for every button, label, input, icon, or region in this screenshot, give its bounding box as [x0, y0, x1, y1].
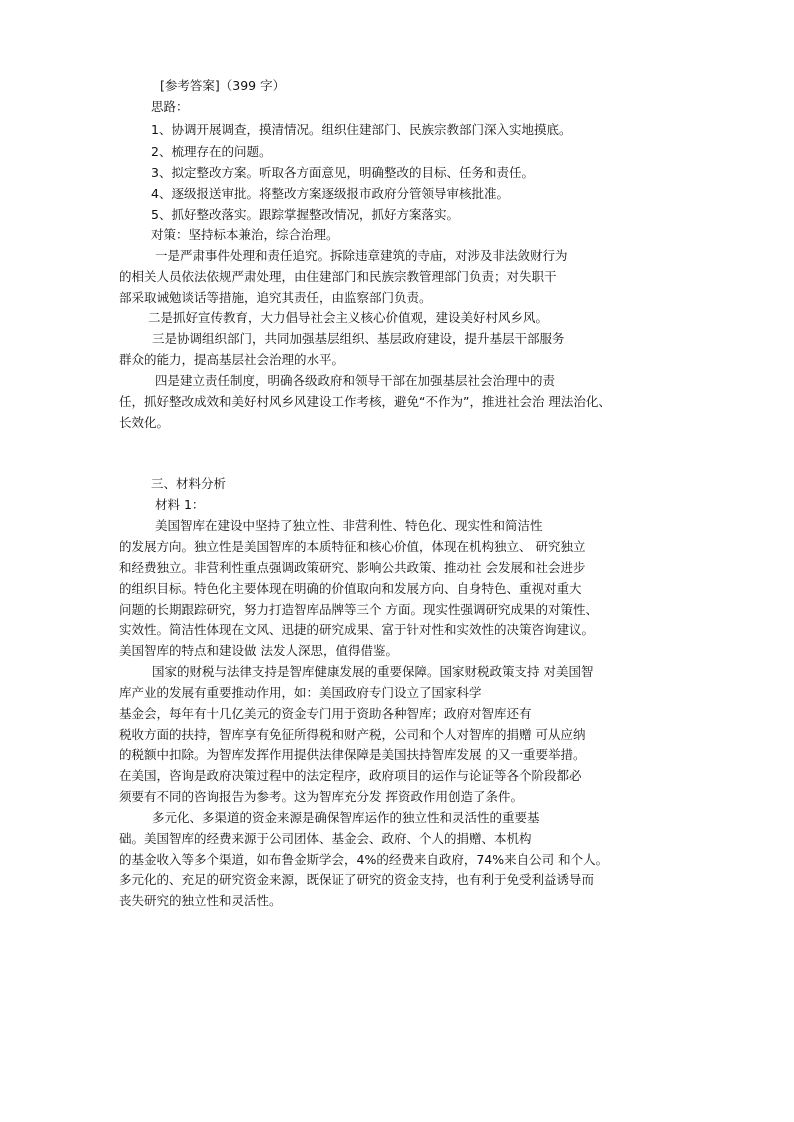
paragraph-line: 须要有不同的咨询报告为参考。这为智库充分发 挥资政作用创造了条件。 [119, 789, 523, 804]
paragraph-line: 的组织目标。特色化主要体现在明确的价值取向和发展方向、自身特色、重视对重大 [119, 581, 582, 596]
measure-line: 群众的能力，提高基层社会治理的水平。 [119, 352, 345, 367]
approach-step: 1、协调开展调查，摸清情况。组织住建部门、民族宗教部门深入实地摸底。 [151, 122, 572, 137]
approach-step: 5、抓好整改落实。跟踪掌握整改情况，抓好方案落实。 [151, 207, 459, 222]
paragraph-line: 问题的长期跟踪研究，努力打造智库品牌等三个 方面。现实性强调研究成果的对策性、 [119, 602, 598, 617]
answer-heading: [参考答案]（399 字） [160, 78, 286, 93]
measure-line: 任，抓好整改成效和美好村风乡风建设工作考核，避免“不作为”，推进社会治 理法治化、 [119, 394, 611, 409]
paragraph-line: 库产业的发展有重要推动作用，如：美国政府专门设立了国家科学 [119, 685, 482, 700]
paragraph-line: 美国智库在建设中坚持了独立性、非营利性、特色化、现实性和简洁性 [155, 518, 543, 533]
paragraph-line: 基金会，每年有十几亿美元的资金专门用于资助各种智库；政府对智库还有 [119, 706, 532, 721]
paragraph-line: 的税额中扣除。为智库发挥作用提供法律保障是美国扶持智库发展 的又一重要举措。 [119, 747, 586, 762]
measures-title: 对策：坚持标本兼治，综合治理。 [151, 227, 339, 242]
measure-line: 二是抓好宣传教育，大力倡导社会主义核心价值观，建设美好村风乡风。 [148, 310, 549, 325]
measure-line: 长效化。 [119, 415, 170, 430]
approach-step: 4、逐级报送审批。将整改方案逐级报市政府分管领导审核批准。 [151, 186, 509, 201]
section-heading: 三、材料分析 [151, 476, 227, 491]
paragraph-line: 在美国，咨询是政府决策过程中的法定程序，政府项目的运作与论证等各个阶段都必 [119, 768, 582, 783]
paragraph-line: 实效性。简洁性体现在文风、迅捷的研究成果、富于针对性和实效性的决策咨询建议。 [119, 622, 595, 637]
paragraph-line: 税收方面的扶持，智库享有免征所得税和财产税，公司和个人对智库的捐赠 可从应纳 [119, 727, 586, 742]
measure-line: 部采取诫勉谈话等措施，追究其责任，由监察部门负责。 [119, 290, 432, 305]
paragraph-line: 础。美国智库的经费来源于公司团体、基金会、政府、个人的捐赠、本机构 [119, 831, 532, 846]
approach-step: 2、梳理存在的问题。 [151, 144, 272, 159]
paragraph-line: 和经费独立。非营利性重点强调政策研究、影响公共政策、推动社 会发展和社会进步 [119, 560, 586, 575]
paragraph-line: 多元化的、充足的研究资金来源，既保证了研究的资金支持，也有利于免受利益诱导而 [119, 872, 595, 887]
paragraph-line: 多元化、多渠道的资金来源是确保智库运作的独立性和灵活性的重要基 [152, 810, 540, 825]
paragraph-line: 美国智库的特点和建设做 法发人深思，值得借鉴。 [119, 643, 398, 658]
paragraph-line: 丧失研究的独立性和灵活性。 [119, 893, 282, 908]
measure-line: 的相关人员依法依规严肃处理，由住建部门和民族宗教管理部门负责；对失职干 [119, 269, 557, 284]
material-label: 材料 1： [155, 497, 205, 512]
measure-line: 一是严肃事件处理和责任追究。拆除违章建筑的寺庙，对涉及非法敛财行为 [155, 248, 568, 263]
paragraph-line: 的基金收入等多个渠道，如布鲁金斯学会，4%的经费来自政府，74%来自公司 和个人。 [119, 852, 609, 867]
paragraph-line: 国家的财税与法律支持是智库健康发展的重要保障。国家财税政策支持 对美国智 [152, 664, 594, 679]
paragraph-line: 的发展方向。独立性是美国智库的本质特征和核心价值，体现在机构独立、 研究独立 [119, 539, 586, 554]
approach-step: 3、拟定整改方案。听取各方面意见，明确整改的目标、任务和责任。 [151, 165, 534, 180]
approach-title: 思路： [151, 99, 189, 114]
measure-line: 四是建立责任制度，明确各级政府和领导干部在加强基层社会治理中的责 [155, 373, 556, 388]
measure-line: 三是协调组织部门，共同加强基层组织、基层政府建设，提升基层干部服务 [152, 331, 565, 346]
